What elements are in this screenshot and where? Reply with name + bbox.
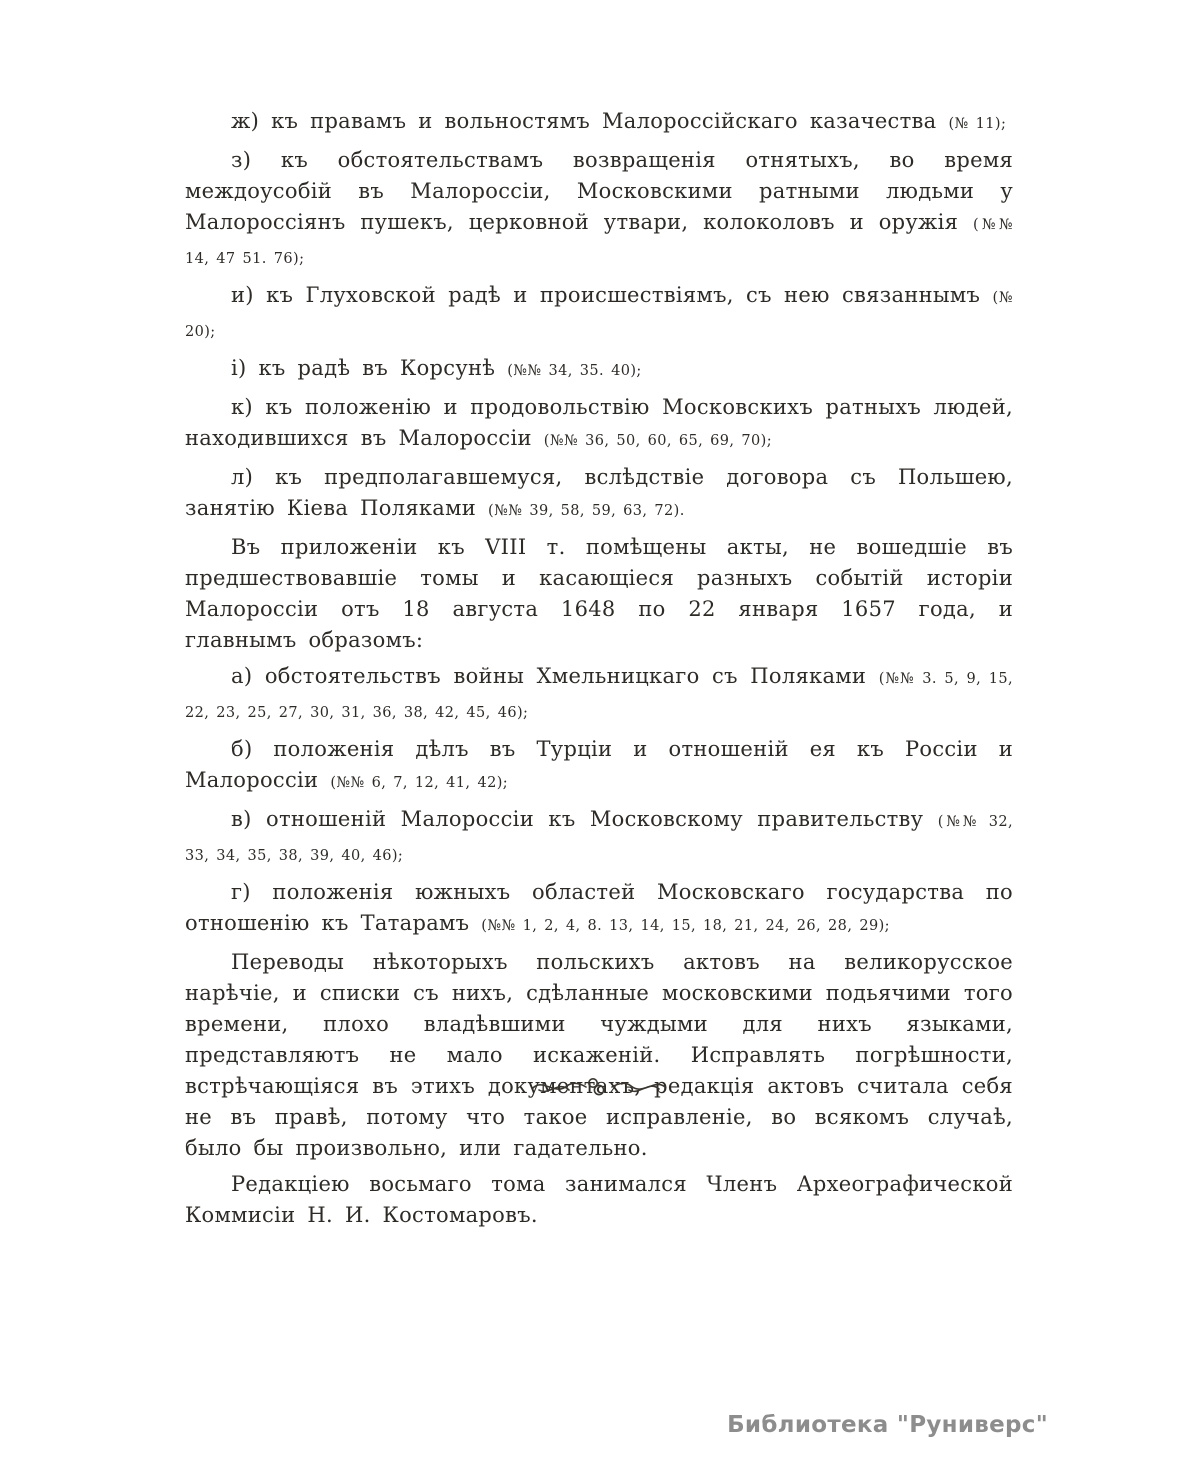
paragraph-10 [185, 804, 1013, 872]
paragraph-1 [185, 106, 1013, 140]
library-watermark: Библиотека "Руниверс" [727, 1412, 1048, 1438]
reference-numbers: (№№ 6, 7, 12, 41, 42); [330, 775, 509, 791]
paragraph-9 [185, 734, 1013, 799]
paragraph-12 [185, 947, 1013, 1164]
flourish-icon [529, 1072, 669, 1102]
paragraph-text: ж) къ правамъ и вольностямъ Малороссійскаго казачества [231, 109, 949, 133]
paragraph-5 [185, 392, 1013, 457]
paragraph-text: Переводы нѣкоторыхъ польскихъ актовъ на великорусское нарѣчіе, и списки съ нихъ, сдѣланные московскими подьячими того времени, плохо владѣвшими чуждыми для нихъ языками, представляютъ не мало искаженій. Исправлять погрѣшности, встрѣчающіяся въ этихъ документахъ, редакція актовъ считала себя не въ правѣ, потому что такое исправленіе, во всякомъ случаѣ, было бы произвольно, или гадательно. [185, 950, 1013, 1160]
paragraph-text: к) къ положенію и продовольствію Московскихъ ратныхъ людей, находившихся въ Малороссіи [185, 395, 1013, 450]
paragraph-4 [185, 353, 1013, 387]
paragraph-13 [185, 1169, 1013, 1231]
paragraph-11 [185, 877, 1013, 942]
text-block [185, 106, 1013, 1236]
paragraph-text: Редакціею восьмаго тома занимался Членъ Археографической Коммисіи Н. И. Костомаровъ. [185, 1172, 1013, 1227]
reference-numbers: (№№ 32, 33, 34, 35, 38, 39, 40, 46); [185, 814, 1013, 864]
reference-numbers: (№№ 34, 35. 40); [507, 363, 642, 379]
paragraph-text: в) отношеній Малороссіи къ Московскому правительству [231, 807, 938, 831]
paragraph-2 [185, 145, 1013, 275]
paragraph-text: б) положенія дѣлъ въ Турціи и отношеній ея къ Россіи и Малороссіи [185, 737, 1013, 792]
divider-ornament [185, 1072, 1013, 1102]
paragraph-text: Въ приложеніи къ VIII т. помѣщены акты, не вошедшіе въ предшествовавшіе томы и касающіеся разныхъ событій исторіи Малороссіи отъ 18 августа 1648 по 22 января 1657 года, и главнымъ образомъ: [185, 535, 1013, 652]
paragraph-text: г) положенія южныхъ областей Московскаго государства по отношенію къ Татарамъ [185, 880, 1013, 935]
reference-numbers: (№№ 36, 50, 60, 65, 69, 70); [543, 433, 773, 449]
paragraph-text: л) къ предполагавшемуся, вслѣдствіе договора съ Польшею, занятію Кіева Поляками [185, 465, 1013, 520]
paragraph-text: з) къ обстоятельствамъ возвращенія отнятыхъ, во время междоусобій въ Малороссіи, Московскими ратными людьми у Малороссіянъ пушекъ, церковной утвари, колоколовъ и оружія [185, 148, 1013, 234]
reference-numbers: (№№ 39, 58, 59, 63, 72). [488, 503, 685, 519]
paragraph-8 [185, 661, 1013, 729]
paragraph-3 [185, 280, 1013, 348]
reference-numbers: (№№ 3. 5, 9, 15, 22, 23, 25, 27, 30, 31, 36, 38, 42, 45, 46); [185, 671, 1014, 721]
reference-numbers: (№№ 14, 47 51. 76); [185, 217, 1013, 267]
paragraph-text: і) къ радѣ въ Корсунѣ [231, 356, 508, 380]
reference-numbers: (№ 11); [948, 116, 1007, 132]
paragraph-text: а) обстоятельствъ войны Хмельницкаго съ Поляками [231, 664, 879, 688]
reference-numbers: (№№ 1, 2, 4, 8. 13, 14, 15, 18, 21, 24, 26, 28, 29); [481, 918, 890, 934]
reference-numbers: (№ 20); [185, 290, 1013, 340]
paragraph-text: и) къ Глуховской радѣ и происшествіямъ, съ нею связаннымъ [231, 283, 993, 307]
paragraph-6 [185, 462, 1013, 527]
paragraph-7 [185, 532, 1013, 656]
